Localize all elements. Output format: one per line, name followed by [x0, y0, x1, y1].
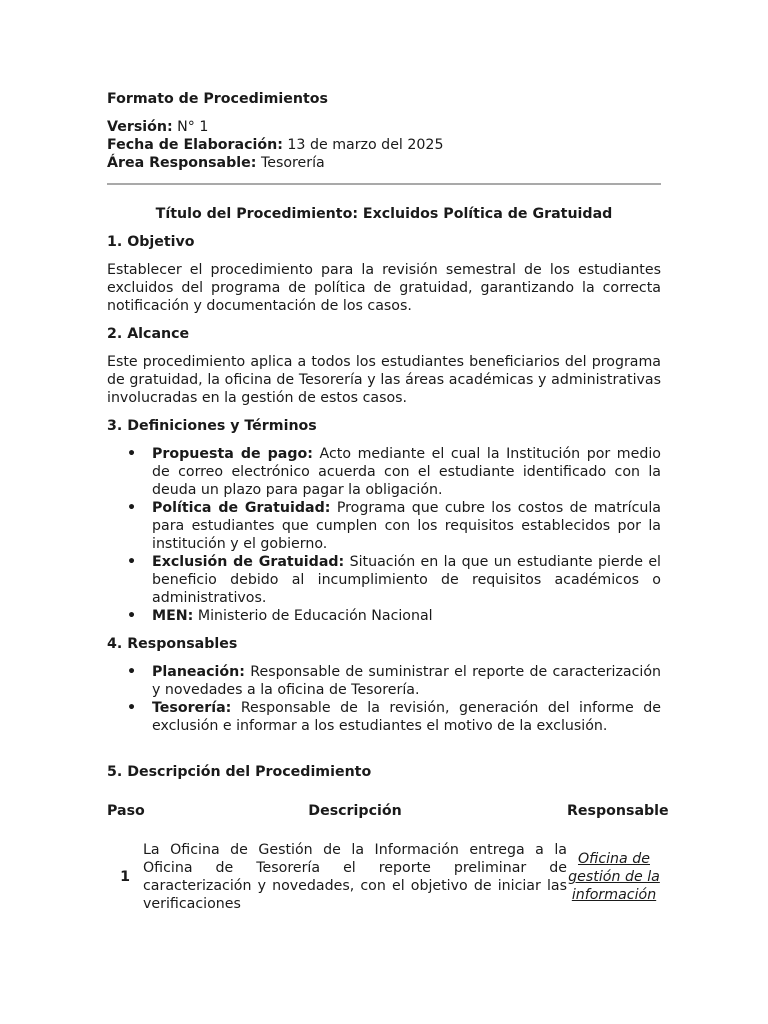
document-title: Formato de Procedimientos	[107, 91, 328, 107]
column-header-descripcion: Descripción	[308, 803, 402, 819]
definition-term: Política de Gratuidad:	[152, 500, 331, 516]
definition-text: Situación en la que un estudiante pierde el beneficio debido al incumplimiento de requisitos académicos o administrativos.	[152, 554, 661, 606]
definition-text: Programa que cubre los costos de matrícula para estudiantes que cumplen con los requisitos establecidos por la institución y el gobierno.	[152, 500, 661, 552]
list-item	[107, 499, 661, 553]
horizontal-divider	[107, 183, 661, 185]
definition-term: Propuesta de pago:	[152, 446, 313, 462]
document-metadata	[107, 118, 661, 172]
responsable-text: Responsable de suministrar el reporte de caracterización y novedades a la oficina de Tesorería.	[152, 664, 662, 698]
responsables-heading: 4. Responsables	[107, 636, 238, 652]
definiciones-list	[107, 445, 661, 625]
step-description: La Oficina de Gestión de la Información entrega a la Oficina de Tesorería el reporte preliminar de caracterización y novedades, con el objetivo de iniciar las verificaciones	[143, 842, 567, 912]
table-row	[107, 831, 661, 913]
list-item	[107, 445, 661, 499]
definiciones-heading: 3. Definiciones y Términos	[107, 418, 317, 434]
area-value: Tesorería	[260, 155, 325, 171]
responsable-term: Planeación:	[152, 664, 245, 680]
version-value: N° 1	[177, 119, 209, 135]
table-header-row	[107, 791, 661, 831]
responsables-list	[107, 663, 661, 735]
column-header-paso: Paso	[107, 803, 145, 819]
list-item	[107, 553, 661, 607]
procedure-table	[107, 791, 669, 913]
date-value: 13 de marzo del 2025	[287, 137, 444, 153]
spacer	[107, 745, 661, 763]
definition-term: MEN:	[152, 608, 194, 624]
definition-text: Acto mediante el cual la Institución por medio de correo electrónico acuerda con el estudiante identificado con la deuda un plazo para pagar la obligación.	[152, 446, 661, 498]
list-item	[107, 663, 661, 699]
descripcion-heading: 5. Descripción del Procedimiento	[107, 764, 372, 780]
list-item	[107, 699, 661, 735]
area-line	[107, 154, 661, 172]
definition-term: Exclusión de Gratuidad:	[152, 554, 345, 570]
objetivo-heading: 1. Objetivo	[107, 234, 195, 250]
version-label: Versión:	[107, 119, 173, 135]
list-item	[107, 607, 661, 625]
responsable-term: Tesorería:	[152, 700, 232, 716]
objetivo-text: Establecer el procedimiento para la revisión semestral de los estudiantes excluidos del programa de política de gratuidad, garantizando la correcta notificación y documentación de los casos.	[107, 262, 661, 314]
date-label: Fecha de Elaboración:	[107, 137, 283, 153]
area-label: Área Responsable:	[107, 155, 257, 171]
document-content	[107, 90, 669, 913]
responsable-text: Responsable de la revisión, generación del informe de exclusión e informar a los estudiantes el motivo de la exclusión.	[152, 700, 661, 734]
step-number: 1	[120, 869, 130, 885]
procedure-title: Título del Procedimiento: Excluidos Política de Gratuidad	[155, 206, 613, 222]
version-line	[107, 118, 661, 136]
alcance-text: Este procedimiento aplica a todos los estudiantes beneficiarios del programa de gratuidad, la oficina de Tesorería y las áreas académicas y administrativas involucradas en la gestión de estos casos.	[107, 354, 661, 406]
alcance-heading: 2. Alcance	[107, 326, 190, 342]
date-line	[107, 136, 661, 154]
column-header-responsable: Responsable	[567, 803, 669, 819]
definition-text: Ministerio de Educación Nacional	[197, 608, 433, 624]
step-responsible: Oficina de gestión de la información	[568, 851, 660, 903]
